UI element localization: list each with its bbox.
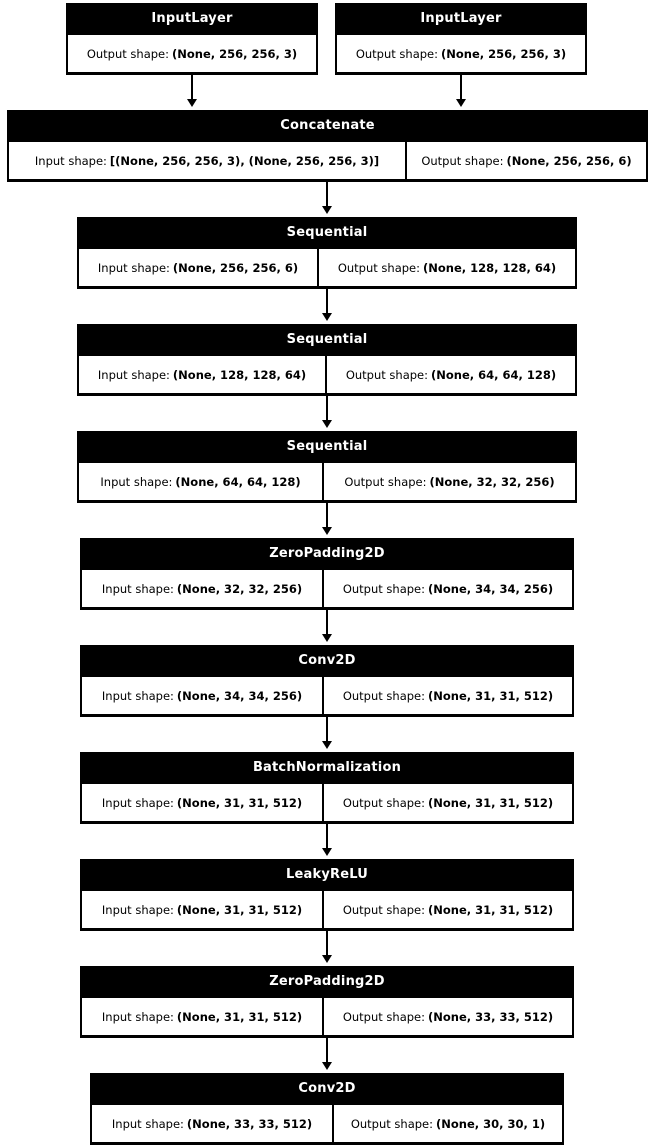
field-output-shape — [333, 1104, 563, 1143]
edge-conv2d1-to-batchnorm — [326, 717, 328, 743]
field-value: (None, 30, 30, 1) — [436, 1116, 546, 1131]
node-fields — [336, 34, 586, 74]
edge-sequential3-to-zeropadding1 — [326, 503, 328, 529]
field-input-shape — [81, 676, 323, 715]
node-title: Conv2D — [298, 1081, 356, 1096]
field-output-shape — [406, 141, 647, 180]
node-fields — [91, 1104, 563, 1144]
edge-zeropadding2-to-conv2d2 — [326, 1038, 328, 1064]
field-value: (None, 128, 128, 64) — [423, 260, 557, 275]
edge-sequential2-to-sequential3 — [326, 396, 328, 422]
node-fields — [81, 676, 573, 716]
node-fields — [81, 783, 573, 823]
edge-zeropadding1-to-conv2d1 — [326, 610, 328, 636]
field-output-shape — [323, 676, 573, 715]
node-title: Conv2D — [298, 653, 356, 668]
node-concatenate — [7, 110, 648, 182]
node-batchnormalization — [80, 752, 574, 824]
node-zeropadding2d-2 — [80, 966, 574, 1038]
field-value: (None, 31, 31, 512) — [176, 902, 303, 917]
field-value: (None, 31, 31, 512) — [428, 688, 554, 703]
arrowhead — [456, 99, 466, 107]
field-input-shape — [78, 248, 318, 287]
field-label: Output shape: — [421, 153, 504, 168]
field-output-shape — [323, 783, 573, 822]
field-label: Input shape: — [101, 1009, 174, 1024]
node-zeropadding2d-1 — [80, 538, 574, 610]
field-output-shape — [323, 890, 573, 929]
arrowhead — [322, 206, 332, 214]
node-fields — [78, 355, 576, 395]
edge-leakyrelu-to-zeropadding2 — [326, 931, 328, 957]
field-label: Input shape: — [100, 474, 173, 489]
node-title: InputLayer — [151, 11, 233, 26]
field-value: (None, 128, 128, 64) — [172, 367, 307, 382]
field-value: (None, 32, 32, 256) — [176, 581, 303, 596]
field-value: (None, 33, 33, 512) — [428, 1009, 554, 1024]
edge-input2-to-concatenate — [460, 75, 462, 101]
arrowhead — [322, 420, 332, 428]
node-fields — [78, 462, 576, 502]
node-fields — [81, 997, 573, 1037]
field-value: (None, 256, 256, 3) — [172, 46, 298, 61]
arrowhead — [187, 99, 197, 107]
field-input-shape — [81, 890, 323, 929]
node-fields — [81, 890, 573, 930]
node-leakyrelu — [80, 859, 574, 931]
field-label: Output shape: — [342, 688, 426, 703]
field-input-shape — [91, 1104, 333, 1143]
field-value: (None, 64, 64, 128) — [175, 474, 301, 489]
node-title: Sequential — [286, 332, 368, 347]
node-sequential-1 — [77, 217, 577, 289]
node-title: Sequential — [286, 439, 368, 454]
node-fields — [81, 569, 573, 609]
field-label: Output shape: — [337, 260, 421, 275]
field-label: Input shape: — [34, 153, 107, 168]
field-label: Input shape: — [97, 367, 170, 382]
arrowhead — [322, 741, 332, 749]
node-fields — [78, 248, 576, 288]
node-title: LeakyReLU — [286, 867, 368, 882]
edge-sequential1-to-sequential2 — [326, 289, 328, 315]
field-label: Output shape: — [355, 46, 439, 61]
field-value: (None, 31, 31, 512) — [428, 902, 554, 917]
edge-input1-to-concatenate — [191, 75, 193, 101]
field-label: Output shape: — [342, 902, 426, 917]
arrowhead — [322, 634, 332, 642]
field-value: (None, 31, 31, 512) — [176, 795, 303, 810]
field-label: Output shape: — [86, 46, 170, 61]
field-output-shape — [323, 997, 573, 1036]
node-conv2d-2 — [90, 1073, 564, 1145]
field-value: (None, 34, 34, 256) — [176, 688, 303, 703]
field-value: [(None, 256, 256, 3), (None, 256, 256, 3)] — [109, 153, 380, 168]
field-label: Input shape: — [111, 1116, 184, 1131]
node-conv2d-1 — [80, 645, 574, 717]
edge-batchnorm-to-leakyrelu — [326, 824, 328, 850]
node-sequential-2 — [77, 324, 577, 396]
field-label: Input shape: — [101, 581, 174, 596]
arrowhead — [322, 313, 332, 321]
field-value: (None, 31, 31, 512) — [428, 795, 554, 810]
field-input-shape — [81, 997, 323, 1036]
field-output-shape — [326, 355, 576, 394]
field-label: Input shape: — [101, 688, 174, 703]
field-output-shape — [323, 569, 573, 608]
field-input-shape — [8, 141, 406, 180]
field-value: (None, 256, 256, 6) — [172, 260, 299, 275]
node-title: BatchNormalization — [252, 760, 402, 775]
field-output-shape — [323, 462, 576, 501]
field-output-shape — [318, 248, 576, 287]
field-label: Output shape: — [350, 1116, 434, 1131]
field-label: Output shape: — [345, 367, 429, 382]
field-value: (None, 32, 32, 256) — [429, 474, 555, 489]
field-input-shape — [78, 355, 326, 394]
field-value: (None, 64, 64, 128) — [431, 367, 557, 382]
field-input-shape — [81, 569, 323, 608]
arrowhead — [322, 848, 332, 856]
node-title: ZeroPadding2D — [269, 974, 385, 989]
field-input-shape — [81, 783, 323, 822]
field-value: (None, 33, 33, 512) — [186, 1116, 313, 1131]
arrowhead — [322, 955, 332, 963]
field-input-shape — [78, 462, 323, 501]
node-title: ZeroPadding2D — [269, 546, 385, 561]
field-output-shape — [336, 34, 586, 73]
field-value: (None, 256, 256, 6) — [506, 153, 632, 168]
field-value: (None, 256, 256, 3) — [441, 46, 567, 61]
field-output-shape — [67, 34, 317, 73]
field-label: Output shape: — [342, 795, 426, 810]
node-sequential-3 — [77, 431, 577, 503]
node-inputlayer-right — [335, 3, 587, 75]
field-value: (None, 31, 31, 512) — [176, 1009, 303, 1024]
edge-concatenate-to-sequential1 — [326, 182, 328, 208]
field-label: Input shape: — [97, 260, 170, 275]
field-label: Output shape: — [342, 1009, 426, 1024]
node-fields — [67, 34, 317, 74]
field-label: Output shape: — [344, 474, 427, 489]
arrowhead — [322, 1062, 332, 1070]
node-title: Concatenate — [280, 118, 375, 133]
field-label: Input shape: — [101, 795, 174, 810]
node-fields — [8, 141, 647, 181]
node-inputlayer-left — [66, 3, 318, 75]
field-label: Input shape: — [101, 902, 174, 917]
arrowhead — [322, 527, 332, 535]
field-value: (None, 34, 34, 256) — [428, 581, 554, 596]
node-title: InputLayer — [420, 11, 502, 26]
node-title: Sequential — [286, 225, 368, 240]
field-label: Output shape: — [342, 581, 426, 596]
